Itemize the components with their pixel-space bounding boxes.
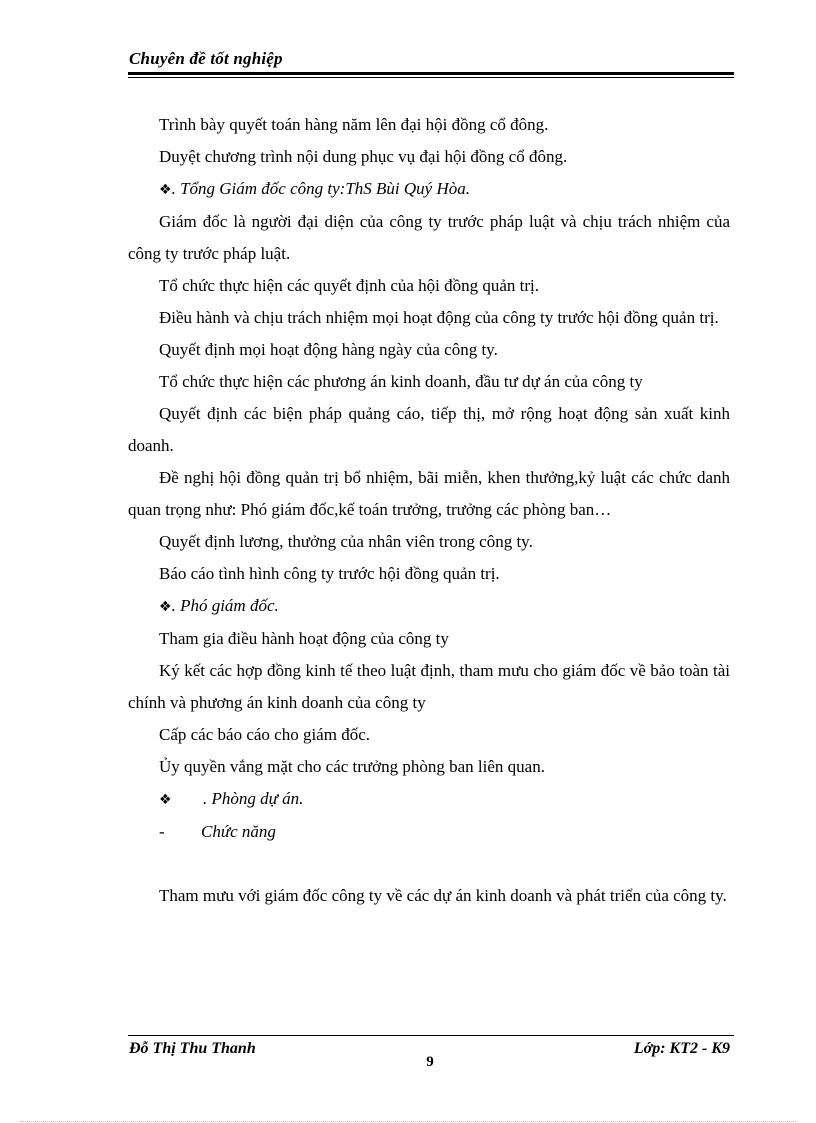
bullet-heading-ceo [128, 173, 730, 206]
paragraph: Quyết định lương, thưởng của nhân viên trong công ty. [159, 532, 533, 551]
paragraph: Quyết định mọi hoạt động hàng ngày của công ty. [159, 340, 498, 359]
paragraph: Tham gia điều hành hoạt động của công ty [159, 629, 449, 648]
paragraph: Tham mưu với giám đốc công ty về các dự án kinh doanh và phát triển của công ty. [159, 886, 727, 905]
header-rule-thin [128, 77, 734, 78]
dash-bullet: - [159, 822, 165, 841]
diamond-bullet-icon: ❖ [159, 792, 172, 808]
page-number: 9 [426, 1054, 434, 1070]
page-edge-divider [20, 1121, 796, 1122]
diamond-bullet-icon: ❖ [159, 599, 172, 615]
bullet-heading-text: . Phòng dự án. [203, 789, 304, 808]
footer-class: Lớp: KT2 - K9 [633, 1040, 730, 1057]
paragraph: Báo cáo tình hình công ty trước hội đồng quản trị. [159, 564, 500, 583]
document-body [128, 109, 730, 912]
bullet-heading-deputy [128, 590, 730, 623]
bullet-heading-projects [128, 783, 730, 816]
paragraph: Trình bày quyết toán hàng năm lên đại hội đồng cổ đông. [159, 115, 549, 134]
paragraph: Quyết định các biện pháp quảng cáo, tiếp thị, mở rộng hoạt động sản xuất kinh doanh. [128, 404, 730, 455]
paragraph: Tổ chức thực hiện các quyết định của hội đồng quản trị. [159, 276, 540, 295]
bullet-heading-text: . Tổng Giám đốc công ty:ThS Bùi Quý Hòa. [171, 179, 470, 198]
paragraph: Giám đốc là người đại diện của công ty trước pháp luật và chịu trách nhiệm của công ty trước pháp luật. [128, 212, 730, 263]
header-title: Chuyên đề tốt nghiệp [129, 49, 283, 68]
header-rule-thick [128, 72, 734, 75]
blank-line [128, 848, 730, 880]
dash-item-text: Chức năng [201, 822, 276, 841]
paragraph: Đề nghị hội đồng quản trị bổ nhiệm, bãi miễn, khen thưởng,kỷ luật các chức danh quan trọng như: Phó giám đốc,kế toán trưởng, trưởng các phòng ban… [128, 468, 730, 519]
paragraph: Ủy quyền vắng mặt cho các trưởng phòng ban liên quan. [159, 757, 545, 776]
paragraph: Duyệt chương trình nội dung phục vụ đại hội đồng cổ đông. [159, 147, 568, 166]
bullet-heading-text: . Phó giám đốc. [171, 596, 279, 615]
diamond-bullet-icon: ❖ [159, 182, 172, 198]
paragraph: Tổ chức thực hiện các phương án kinh doanh, đầu tư dự án của công ty [159, 372, 643, 391]
paragraph: Điều hành và chịu trách nhiệm mọi hoạt động của công ty trước hội đồng quản trị. [159, 308, 719, 327]
paragraph: Ký kết các hợp đồng kinh tế theo luật định, tham mưu cho giám đốc về bảo toàn tài chính và phương án kinh doanh của công ty [128, 661, 730, 712]
footer-rule [128, 1035, 734, 1036]
footer-author: Đỗ Thị Thu Thanh [129, 1040, 256, 1057]
dash-item-function [128, 816, 730, 848]
paragraph: Cấp các báo cáo cho giám đốc. [159, 725, 370, 744]
